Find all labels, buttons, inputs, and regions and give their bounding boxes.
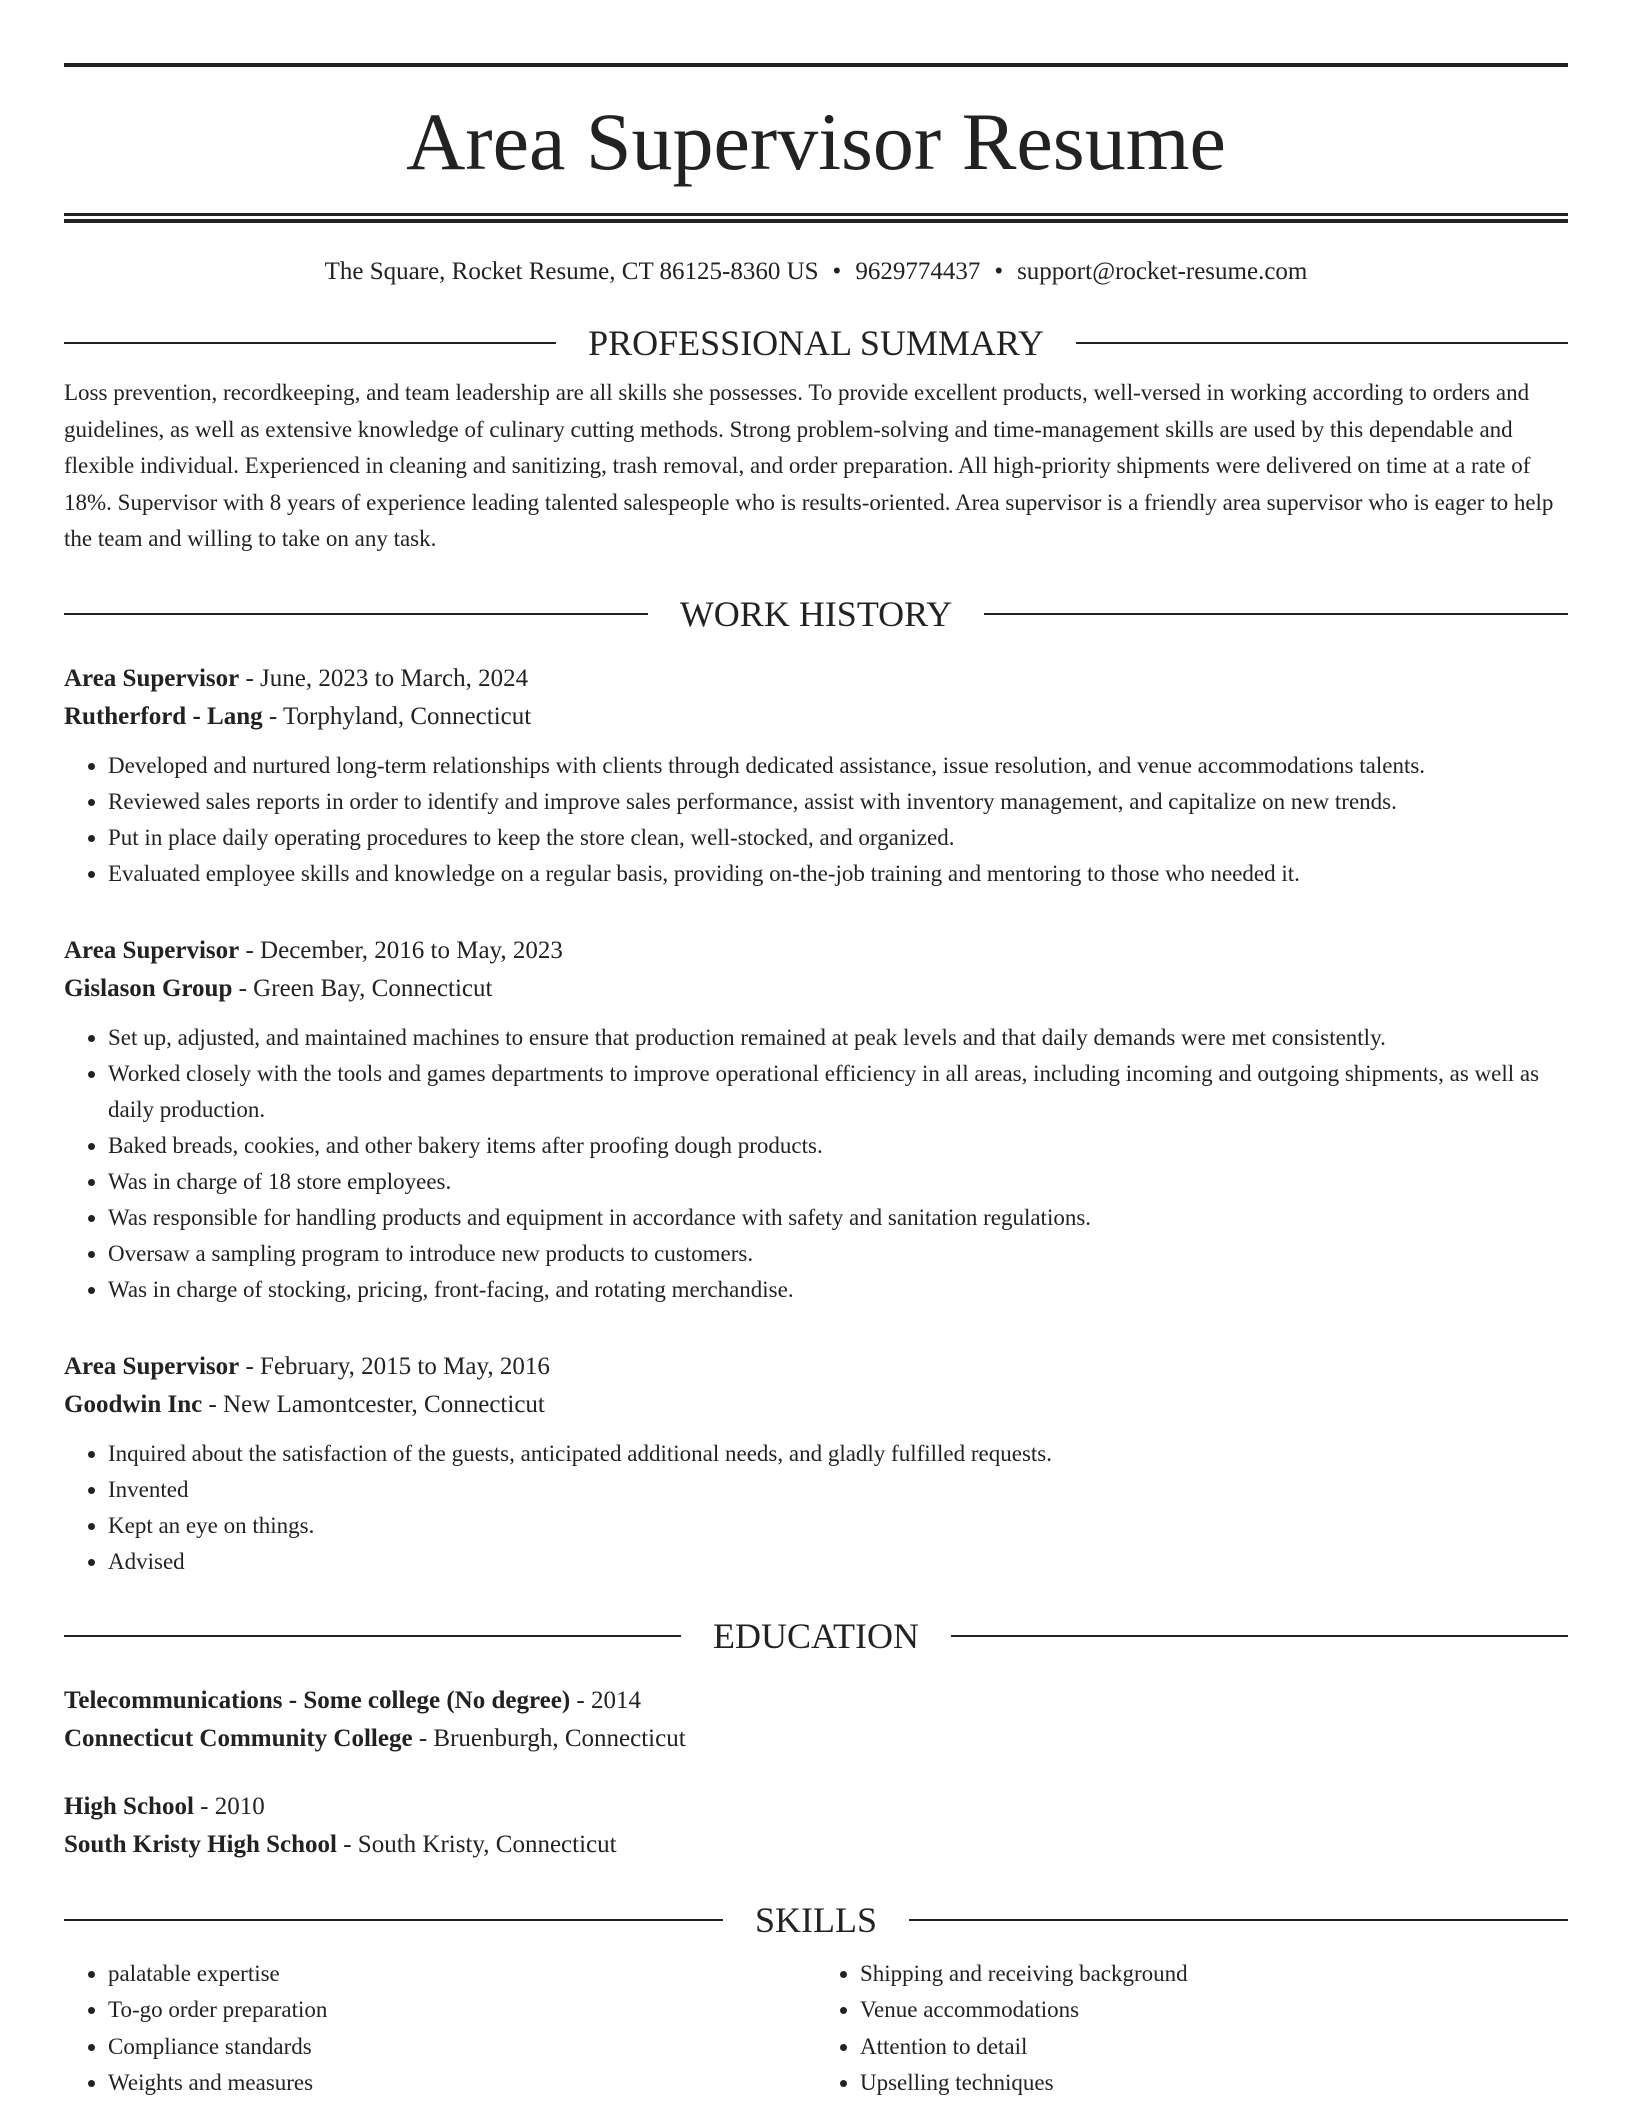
job-title: Area Supervisor <box>64 936 240 964</box>
list-item: • Kept an eye on things. <box>108 1508 1568 1544</box>
education-school: Connecticut Community College <box>64 1724 413 1752</box>
top-rule <box>64 63 1568 67</box>
list-item: • Was responsible for handling products and equipment in accordance with safety and sanitation regulations. <box>108 1200 1568 1236</box>
section-header-work <box>64 592 1568 636</box>
summary-text: Loss prevention, recordkeeping, and team leadership are all skills she possesses. To provide excellent products, well-versed in working according to orders and guidelines, as well as extensive knowledge of culinary cutting methods. Strong problem-solving and time-management skills are used by this dependable and flexible individual. Experienced in cleaning and sanitizing, trash removal, and order preparation. All high-priority shipments were delivered on time at a rate of 18%. Supervisor with 8 years of experience leading talented salespeople who is results-oriented. Area supervisor is a friendly area supervisor who is eager to help the team and willing to take on any task. <box>64 380 1554 551</box>
education-degree-line <box>64 1682 1568 1720</box>
list-item: • Invented <box>108 1472 1568 1508</box>
job-dates: - June, 2023 to March, 2024 <box>239 664 529 692</box>
education-school-line <box>64 1826 1568 1864</box>
section-rule-right <box>951 1635 1568 1637</box>
job-title: Area Supervisor <box>64 1352 240 1380</box>
education-degree: Telecommunications - Some college (No degree) <box>64 1686 571 1714</box>
job-dates: - December, 2016 to May, 2023 <box>239 936 563 964</box>
skill-item: • Shipping and receiving background <box>860 1956 1568 1993</box>
job-bullets <box>64 1020 1568 1308</box>
job-location: - Torphyland, Connecticut <box>262 702 532 730</box>
job-title-line <box>64 660 1568 698</box>
job-title-line <box>64 932 1568 970</box>
list-item: • Oversaw a sampling program to introduce new products to customers. <box>108 1236 1568 1272</box>
education-degree: High School <box>64 1792 194 1820</box>
skill-item: • Attention to detail <box>860 2029 1568 2066</box>
list-item: • Was in charge of 18 store employees. <box>108 1164 1568 1200</box>
list-item: • Developed and nurtured long-term relationships with clients through dedicated assistance, issue resolution, and venue accommodations talents. <box>108 748 1568 784</box>
job-company: Gislason Group <box>64 974 233 1002</box>
contact-email: support@rocket-resume.com <box>1017 258 1308 285</box>
education-location: - South Kristy, Connecticut <box>336 1830 617 1858</box>
contact-separator: • <box>832 258 842 285</box>
list-item: • Put in place daily operating procedures to keep the store clean, well-stocked, and organized. <box>108 820 1568 856</box>
page-title: Area Supervisor Resume <box>406 96 1226 187</box>
education-location: - Bruenburgh, Connecticut <box>412 1724 686 1752</box>
job-entry <box>64 932 1568 1308</box>
job-entry <box>64 1348 1568 1580</box>
job-bullets <box>64 748 1568 892</box>
list-item: • Inquired about the satisfaction of the guests, anticipated additional needs, and gladly fulfilled requests. <box>108 1436 1568 1472</box>
job-title: Area Supervisor <box>64 664 240 692</box>
section-title-skills: SKILLS <box>755 1899 878 1940</box>
skills-grid <box>64 1956 1568 2102</box>
job-company-line <box>64 698 1568 736</box>
list-item: • Reviewed sales reports in order to identify and improve sales performance, assist with inventory management, and capitalize on new trends. <box>108 784 1568 820</box>
section-rule-left <box>64 613 648 615</box>
skill-item: • Venue accommodations <box>860 1992 1568 2029</box>
education-entry <box>64 1682 1568 1758</box>
education-school: South Kristy High School <box>64 1830 337 1858</box>
resume-page <box>64 0 1568 2102</box>
section-title-work: WORK HISTORY <box>679 593 953 634</box>
job-company: Rutherford - Lang <box>64 702 263 730</box>
skill-item: • palatable expertise <box>108 1956 816 1993</box>
list-item: • Set up, adjusted, and maintained machines to ensure that production remained at peak levels and that daily demands were met consistently. <box>108 1020 1568 1056</box>
skills-column-left <box>64 1956 816 2102</box>
section-title-education: EDUCATION <box>713 1615 919 1656</box>
education-year: - 2014 <box>570 1686 641 1714</box>
education-year: - 2010 <box>193 1792 265 1820</box>
section-header-skills <box>64 1898 1568 1942</box>
skill-item: • Weights and measures <box>108 2065 816 2102</box>
job-bullets <box>64 1436 1568 1580</box>
job-dates: - February, 2015 to May, 2016 <box>239 1352 550 1380</box>
contact-line <box>64 257 1568 287</box>
list-item: • Advised <box>108 1544 1568 1580</box>
section-rule-left <box>64 342 556 344</box>
job-company-line <box>64 1386 1568 1424</box>
section-rule-left <box>64 1635 681 1637</box>
job-title-line <box>64 1348 1568 1386</box>
contact-phone: 9629774437 <box>855 258 981 285</box>
skills-column-right <box>816 1956 1568 2102</box>
section-rule-right <box>1076 342 1568 344</box>
section-rule-right <box>909 1919 1568 1921</box>
job-location: - Green Bay, Connecticut <box>232 974 493 1002</box>
education-degree-line <box>64 1788 1568 1826</box>
skill-item: • Compliance standards <box>108 2029 816 2066</box>
job-entry <box>64 660 1568 892</box>
title-double-rule <box>64 213 1568 223</box>
list-item: • Evaluated employee skills and knowledge on a regular basis, providing on-the-job training and mentoring to those who needed it. <box>108 856 1568 892</box>
list-item: • Worked closely with the tools and games departments to improve operational efficiency in all areas, including incoming and outgoing shipments, as well as daily production. <box>108 1056 1568 1128</box>
contact-separator: • <box>994 258 1004 285</box>
section-rule-right <box>984 613 1568 615</box>
section-title-summary: PROFESSIONAL SUMMARY <box>588 323 1044 363</box>
education-entry <box>64 1788 1568 1864</box>
skill-item: • Upselling techniques <box>860 2065 1568 2102</box>
skill-item: • To-go order preparation <box>108 1992 816 2029</box>
list-item: • Was in charge of stocking, pricing, front-facing, and rotating merchandise. <box>108 1272 1568 1308</box>
education-school-line <box>64 1720 1568 1758</box>
section-header-summary <box>64 321 1568 365</box>
job-company: Goodwin Inc <box>64 1390 203 1418</box>
section-header-education <box>64 1614 1568 1658</box>
list-item: • Baked breads, cookies, and other bakery items after proofing dough products. <box>108 1128 1568 1164</box>
job-company-line <box>64 970 1568 1008</box>
contact-address: The Square, Rocket Resume, CT 86125-8360 US <box>324 258 819 285</box>
job-location: - New Lamontcester, Connecticut <box>202 1390 545 1418</box>
section-rule-left <box>64 1919 723 1921</box>
